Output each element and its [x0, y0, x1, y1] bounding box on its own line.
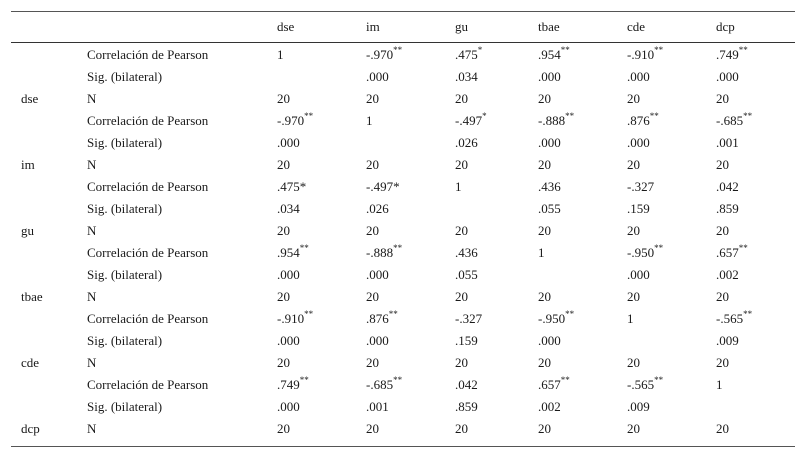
cell-value: -.685 [716, 113, 744, 128]
cell-value: .859 [716, 201, 739, 216]
cell-value: 20 [716, 289, 729, 304]
row-statistic-label: Sig. (bilateral) [87, 399, 163, 414]
cell-value: .000 [277, 267, 300, 282]
cell-value: -.327 [627, 179, 655, 194]
table-cell [716, 356, 729, 370]
table-cell [538, 158, 551, 172]
cell-value: -.950 [627, 245, 655, 260]
table-cell [455, 268, 478, 282]
significance-marker: * [482, 110, 487, 121]
cell-value: 1 [277, 47, 284, 62]
cell-value: .749 [277, 377, 300, 392]
table-cell [627, 290, 640, 304]
cell-value: 20 [538, 223, 551, 238]
row-statistic-label: N [87, 421, 97, 436]
cell-value: 1 [716, 377, 723, 392]
cell-value: 20 [277, 91, 290, 106]
cell-value: -.970 [366, 47, 394, 62]
cell-value: .002 [716, 267, 739, 282]
cell-value: -.970 [277, 113, 305, 128]
table-cell [627, 44, 664, 62]
table-cell [366, 158, 379, 172]
cell-value: 20 [627, 223, 640, 238]
significance-marker: ** [304, 110, 314, 121]
table-cell [455, 70, 478, 84]
significance-marker: ** [738, 242, 748, 253]
table-cell [627, 158, 640, 172]
table-cell [455, 110, 487, 128]
table-cell [538, 422, 551, 436]
row-variable-tbae: tbae [21, 289, 43, 304]
table-cell [455, 158, 468, 172]
table-cell [538, 92, 551, 106]
table-cell [455, 356, 468, 370]
cell-value: -.565 [627, 377, 655, 392]
table-cell [277, 242, 309, 260]
row-statistic-label: Sig. (bilateral) [87, 333, 163, 348]
column-header-cde: cde [627, 19, 646, 34]
cell-value: 20 [277, 223, 290, 238]
cell-value: 20 [277, 421, 290, 436]
cell-value: -.685 [366, 377, 394, 392]
table-cell [538, 44, 570, 62]
table-cell [455, 92, 468, 106]
cell-value: 20 [366, 223, 379, 238]
table-cell [277, 158, 290, 172]
table-cell [716, 158, 729, 172]
cell-value: 20 [716, 157, 729, 172]
cell-value: .475* [277, 179, 307, 194]
row-statistic-label: N [87, 157, 97, 172]
table-cell [538, 290, 551, 304]
table-cell [366, 44, 403, 62]
cell-value: -.565 [716, 311, 744, 326]
cell-value: 20 [716, 223, 729, 238]
cell-value: .876 [627, 113, 650, 128]
table-cell [366, 92, 379, 106]
row-variable-cde: cde [21, 355, 40, 370]
cell-value: 20 [277, 157, 290, 172]
table-cell [538, 334, 561, 348]
table-cell [455, 136, 478, 150]
table-cell [716, 70, 739, 84]
significance-marker: ** [654, 374, 664, 385]
table-cell [277, 48, 284, 62]
cell-value: .000 [627, 69, 650, 84]
cell-value: .000 [538, 333, 561, 348]
table-cell [277, 374, 309, 392]
table-cell [277, 110, 314, 128]
table-cell [277, 202, 300, 216]
table-cell [716, 180, 739, 194]
cell-value: 20 [366, 355, 379, 370]
significance-marker: ** [743, 110, 753, 121]
cell-value: .657 [538, 377, 561, 392]
row-statistic-label: N [87, 289, 97, 304]
table-cell [627, 400, 650, 414]
cell-value: -.910 [277, 311, 305, 326]
table-cell [366, 70, 389, 84]
significance-marker: ** [560, 44, 570, 55]
cell-value: .436 [538, 179, 561, 194]
table-cell [627, 374, 664, 392]
cell-value: -.910 [627, 47, 655, 62]
table-cell [627, 92, 640, 106]
cell-value: 20 [366, 157, 379, 172]
row-statistic-label: N [87, 355, 97, 370]
cell-value: .000 [716, 69, 739, 84]
cell-value: 20 [455, 289, 468, 304]
table-cell [366, 400, 389, 414]
cell-value: 20 [366, 91, 379, 106]
row-statistic-label: N [87, 91, 97, 106]
table-cell [455, 422, 468, 436]
row-statistic-label: Correlación de Pearson [87, 245, 209, 260]
cell-value: 1 [455, 179, 462, 194]
cell-value: 20 [455, 355, 468, 370]
cell-value: .026 [455, 135, 478, 150]
table-cell [277, 290, 290, 304]
cell-value: 1 [366, 113, 373, 128]
cell-value: 20 [455, 421, 468, 436]
table-cell [366, 374, 403, 392]
table-cell [716, 308, 753, 326]
table-cell [716, 334, 739, 348]
column-header-dse: dse [277, 19, 295, 34]
cell-value: 20 [627, 421, 640, 436]
significance-marker: ** [388, 308, 398, 319]
cell-value: 20 [627, 157, 640, 172]
cell-value: .000 [366, 69, 389, 84]
cell-value: .034 [455, 69, 478, 84]
significance-marker: ** [299, 242, 309, 253]
row-statistic-label: Sig. (bilateral) [87, 135, 163, 150]
row-variable-gu: gu [21, 223, 34, 238]
cell-value: .001 [716, 135, 739, 150]
cell-value: 20 [716, 421, 729, 436]
cell-value: .002 [538, 399, 561, 414]
cell-value: .009 [627, 399, 650, 414]
table-cell [627, 180, 654, 194]
cell-value: .000 [538, 69, 561, 84]
cell-value: .954 [538, 47, 561, 62]
table-cell [538, 308, 575, 326]
table-cell [277, 308, 314, 326]
cell-value: 20 [538, 289, 551, 304]
cell-value: .000 [627, 267, 650, 282]
table-cell [538, 180, 561, 194]
table-cell [716, 268, 739, 282]
significance-marker: ** [393, 44, 403, 55]
table-cell [366, 356, 379, 370]
cell-value: 1 [627, 311, 634, 326]
table-cell [277, 224, 290, 238]
cell-value: .000 [277, 399, 300, 414]
table-cell [366, 242, 403, 260]
row-statistic-label: Correlación de Pearson [87, 311, 209, 326]
header-rule [11, 42, 795, 43]
row-statistic-label: Sig. (bilateral) [87, 69, 163, 84]
cell-value: 20 [366, 421, 379, 436]
cell-value: .859 [455, 399, 478, 414]
cell-value: 20 [455, 223, 468, 238]
cell-value: .475 [455, 47, 478, 62]
significance-marker: ** [565, 308, 575, 319]
table-cell [627, 70, 650, 84]
cell-value: -.497 [455, 113, 483, 128]
table-cell [538, 110, 575, 128]
table-cell [716, 136, 739, 150]
row-statistic-label: Correlación de Pearson [87, 179, 209, 194]
cell-value: -.888 [538, 113, 566, 128]
table-cell [627, 110, 659, 128]
cell-value: .055 [455, 267, 478, 282]
cell-value: .876 [366, 311, 389, 326]
significance-marker: ** [393, 242, 403, 253]
table-cell [538, 356, 551, 370]
cell-value: 20 [716, 91, 729, 106]
column-header-im: im [366, 19, 380, 34]
cell-value: 20 [716, 355, 729, 370]
significance-marker: * [477, 44, 483, 55]
table-cell [716, 378, 723, 392]
significance-marker: ** [565, 110, 575, 121]
cell-value: .009 [716, 333, 739, 348]
cell-value: 20 [277, 289, 290, 304]
table-cell [455, 246, 478, 260]
table-cell [455, 290, 468, 304]
cell-value: .657 [716, 245, 739, 260]
cell-value: .436 [455, 245, 478, 260]
cell-value: -.327 [455, 311, 483, 326]
table-cell [538, 246, 545, 260]
table-cell [716, 92, 729, 106]
row-statistic-label: Sig. (bilateral) [87, 267, 163, 282]
table-cell [538, 70, 561, 84]
table-cell [716, 202, 739, 216]
cell-value: .000 [277, 333, 300, 348]
cell-value: 20 [455, 91, 468, 106]
table-cell [277, 356, 290, 370]
table-cell [277, 268, 300, 282]
table-cell [455, 180, 462, 194]
table-cell [455, 334, 478, 348]
cell-value: .042 [716, 179, 739, 194]
table-cell [366, 422, 379, 436]
table-cell [277, 422, 290, 436]
cell-value: .000 [366, 333, 389, 348]
table-cell [277, 334, 300, 348]
significance-marker: ** [649, 110, 659, 121]
table-cell [716, 110, 753, 128]
column-header-gu: gu [455, 19, 468, 34]
cell-value: .000 [538, 135, 561, 150]
table-cell [627, 312, 634, 326]
significance-marker: ** [738, 44, 748, 55]
significance-marker: ** [743, 308, 753, 319]
cell-value: .749 [716, 47, 739, 62]
table-cell [538, 136, 561, 150]
cell-value: -.497* [366, 179, 400, 194]
table-cell [455, 400, 478, 414]
column-header-tbae: tbae [538, 19, 560, 34]
table-cell [366, 308, 398, 326]
cell-value: .000 [277, 135, 300, 150]
cell-value: .159 [455, 333, 478, 348]
table-cell [455, 378, 478, 392]
cell-value: -.950 [538, 311, 566, 326]
cell-value: 20 [538, 91, 551, 106]
cell-value: 20 [538, 421, 551, 436]
table-cell [538, 202, 561, 216]
table-cell [277, 92, 290, 106]
table-cell [455, 312, 482, 326]
cell-value: -.888 [366, 245, 394, 260]
significance-marker: ** [654, 242, 664, 253]
table-cell [716, 44, 748, 62]
table-cell [366, 202, 389, 216]
row-statistic-label: Sig. (bilateral) [87, 201, 163, 216]
cell-value: 1 [538, 245, 545, 260]
cell-value: 20 [538, 157, 551, 172]
table-cell [627, 356, 640, 370]
row-statistic-label: Correlación de Pearson [87, 47, 209, 62]
table-cell [277, 136, 300, 150]
table-cell [538, 224, 551, 238]
table-cell [366, 290, 379, 304]
cell-value: 20 [366, 289, 379, 304]
table-cell [277, 400, 300, 414]
cell-value: 20 [627, 355, 640, 370]
table-cell [366, 268, 389, 282]
row-statistic-label: Correlación de Pearson [87, 377, 209, 392]
table-cell [538, 400, 561, 414]
cell-value: .042 [455, 377, 478, 392]
cell-value: 20 [277, 355, 290, 370]
table-cell [455, 44, 483, 62]
significance-marker: ** [304, 308, 314, 319]
table-cell [627, 268, 650, 282]
table-cell [455, 224, 468, 238]
table-cell [627, 136, 650, 150]
table-cell [366, 224, 379, 238]
table-cell [366, 114, 373, 128]
cell-value: .001 [366, 399, 389, 414]
table-cell [277, 180, 306, 194]
cell-value: 20 [627, 91, 640, 106]
table-cell [627, 242, 664, 260]
table-cell [366, 334, 389, 348]
cell-value: 20 [455, 157, 468, 172]
table-cell [366, 180, 400, 194]
table-cell [716, 242, 748, 260]
row-variable-im: im [21, 157, 35, 172]
significance-marker: ** [393, 374, 403, 385]
row-variable-dse: dse [21, 91, 39, 106]
table-cell [716, 224, 729, 238]
table-cell [716, 422, 729, 436]
cell-value: .026 [366, 201, 389, 216]
cell-value: 20 [627, 289, 640, 304]
row-statistic-label: N [87, 223, 97, 238]
cell-value: .000 [366, 267, 389, 282]
cell-value: .055 [538, 201, 561, 216]
cell-value: .954 [277, 245, 300, 260]
table-cell [627, 224, 640, 238]
cell-value: .034 [277, 201, 300, 216]
table-cell [716, 290, 729, 304]
significance-marker: ** [299, 374, 309, 385]
cell-value: 20 [538, 355, 551, 370]
column-header-dcp: dcp [716, 19, 735, 34]
significance-marker: ** [560, 374, 570, 385]
row-variable-dcp: dcp [21, 421, 40, 436]
row-statistic-label: Correlación de Pearson [87, 113, 209, 128]
cell-value: .159 [627, 201, 650, 216]
table-cell [627, 202, 650, 216]
table-cell [627, 422, 640, 436]
cell-value: .000 [627, 135, 650, 150]
significance-marker: ** [654, 44, 664, 55]
table-cell [538, 374, 570, 392]
